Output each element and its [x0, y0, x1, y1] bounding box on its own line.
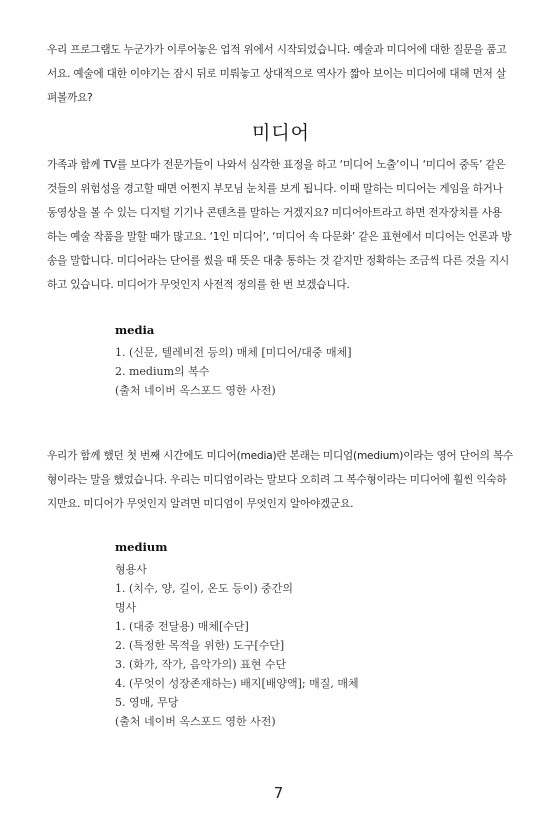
- text-line: 지만요. 미디어가 무엇인지 알려면 미디엄이 무엇인지 알아야겠군요.: [47, 498, 354, 510]
- text-line: 가족과 함께 TV를 보다가 전문가들이 나와서 심각한 표정을 하고 ‘미디어 노출’이니 ‘미디어 중독’ 같은: [47, 159, 506, 171]
- dictionary-term: medium: [115, 540, 168, 554]
- definition-line: 1. (치수, 양, 길이, 온도 등이) 중간의: [115, 582, 294, 595]
- definition-line: 3. (화가, 작가, 음악가의) 표현 수단: [115, 658, 287, 671]
- text-line: 펴볼까요?: [47, 92, 93, 104]
- dictionary-entry-medium: [115, 540, 515, 731]
- text-line: 하고 있습니다. 미디어가 무엇인지 사전적 정의를 한 번 보겠습니다.: [47, 279, 350, 291]
- page-number: 7: [273, 784, 284, 802]
- text-line: 서요. 예술에 대한 이야기는 잠시 뒤로 미뤄놓고 상대적으로 역사가 짧아 보이는 미디어에 대해 먼저 살: [47, 68, 506, 80]
- section-heading: 미디어: [251, 122, 311, 144]
- source-citation: (출처 네이버 옥스포드 영한 사전): [115, 715, 276, 728]
- text-line: 형이라는 말을 했었습니다. 우리는 미디엄이라는 말보다 오히려 그 복수형이라는 미디어에 훨씬 익숙하: [47, 474, 507, 486]
- text-line: 하는 예술 작품을 말할 때가 많고요. ‘1인 미디어’, ‘미디어 속 다문화’ 같은 표현에서 미디어는 언론과 방: [47, 231, 512, 243]
- text-line: 것들의 위험성을 경고할 때면 어쩐지 부모님 눈치를 보게 됩니다. 이때 말하는 미디어는 게임을 하거나: [47, 183, 503, 195]
- part-of-speech: 명사: [115, 601, 137, 614]
- source-citation: (출처 네이버 옥스포드 영한 사전): [115, 384, 276, 397]
- intro-paragraph: [47, 38, 515, 110]
- dictionary-term: media: [115, 323, 155, 337]
- definition-line: 4. (무엇이 성장존재하는) 배지[배양액]; 매질, 매체: [115, 677, 359, 690]
- definition-line: 2. medium의 복수: [115, 365, 210, 378]
- medium-paragraph: [47, 444, 515, 516]
- definition-line: 2. (특정한 목적을 위한) 도구[수단]: [115, 639, 285, 652]
- dictionary-entry-media: [115, 323, 515, 400]
- text-line: 동영상을 볼 수 있는 디지털 기기나 콘텐츠를 말하는 거겠지요? 미디어아트라고 하면 전자장치를 사용: [47, 207, 502, 219]
- text-line: 우리가 함께 했던 첫 번째 시간에도 미디어(media)란 본래는 미디엄(medium)이라는 영어 단어의 복수: [47, 450, 514, 462]
- text-line: 송을 말합니다. 미디어라는 단어를 썼을 때 뜻은 대충 통하는 것 같지만 정확하는 조금씩 다른 것을 지시: [47, 255, 510, 267]
- definition-line: 5. 영매, 무당: [115, 696, 179, 709]
- part-of-speech: 형용사: [115, 563, 147, 576]
- media-paragraph: [47, 153, 515, 297]
- definition-line: 1. (대중 전달용) 매체[수단]: [115, 620, 249, 633]
- definition-line: 1. (신문, 텔레비전 등의) 매체 [미디어/대중 매체]: [115, 346, 352, 359]
- text-line: 우리 프로그램도 누군가가 이루어놓은 업적 위에서 시작되었습니다. 예술과 미디어에 대한 질문을 품고: [47, 44, 507, 56]
